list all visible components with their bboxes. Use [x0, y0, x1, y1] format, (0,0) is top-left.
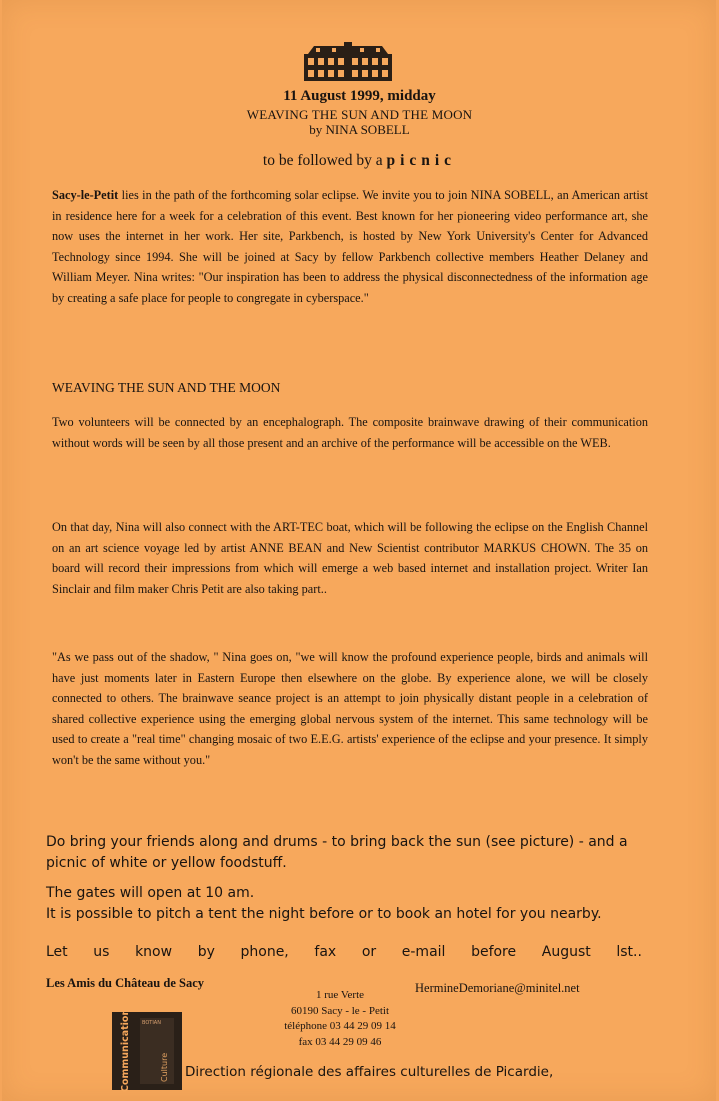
- word: by: [197, 944, 215, 960]
- organisation-name: Les Amis du Château de Sacy: [46, 976, 205, 990]
- stamp-small-text: BOTIAN: [142, 1020, 161, 1026]
- followed-by-line: [0, 152, 719, 170]
- event-byline: by NINA SOBELL: [309, 122, 410, 137]
- word: us: [93, 944, 110, 960]
- followed-prefix: to be followed by a: [262, 152, 383, 169]
- word: August: [541, 944, 591, 960]
- quote-paragraph: "As we pass out of the shadow, " Nina goes on, "we will know the profound experience people, birds and animals will have just moments later in Eastern Europe then elsewhere on the globe. By experience alone, we will be closely connected to others. The brainwave seance project is an attempt to join physically distant people in a celebration of shared collective experience using the emerging global nervous system of the internet. This same technology will be used to create a "real time" changing mosaic of two E.E.G. artists' experience of the eclipse and your presence. It simply won't be the same without you.": [52, 650, 648, 767]
- stamp-text-culture: Culture: [160, 1052, 169, 1082]
- gates-paragraph: [46, 883, 656, 925]
- word: phone,: [240, 944, 289, 960]
- intro-text: lies in the path of the forthcoming solar eclipse. We invite you to join NINA SOBELL, an American artist in residence here for a week for a celebration of this event. Best known for her pioneering video performance art, she now uses the internet in her work. Her site, Parkbench, is hosted by New York University's Center for Advanced Technology since 1994. She will be joined at Sacy by fellow Parkbench collective members Heather Delaney and William Meyer. Nina writes: "Our inspiration has been to address the physical disconnectedness of the information age by creating a safe place for people to congregate in cyberspace.": [52, 188, 648, 305]
- picnic-word: picnic: [386, 152, 457, 169]
- address-line: 1 rue Verte: [315, 989, 365, 1001]
- culture-communication-logo: [112, 1008, 182, 1092]
- address-line: fax 03 44 29 09 46: [298, 1035, 382, 1048]
- intro-lead: Sacy-le-Petit: [52, 188, 119, 202]
- word: fax: [314, 944, 337, 960]
- volunteers-paragraph: Two volunteers will be connected by an encephalograph. The composite brainwave drawing of their communication without words will be seen by all those present and an archive of the performance will be accessible on the WEB.: [52, 415, 648, 450]
- contact-email[interactable]: HermineDemoriane@minitel.net: [415, 981, 580, 995]
- chateau-logo: [302, 42, 394, 82]
- postal-address: [250, 988, 430, 1050]
- gates-line-1: The gates will open at 10 am.: [46, 885, 255, 901]
- gates-line-2: It is possible to pitch a tent the night before or to book an hotel for you nearby.: [46, 906, 602, 922]
- event-date: 11 August 1999, midday: [283, 88, 436, 104]
- bring-line-2: picnic of white or yellow foodstuff.: [46, 855, 287, 871]
- let-us-know-line: [46, 944, 642, 960]
- word: or: [361, 944, 377, 960]
- word: lst..: [616, 944, 642, 960]
- word: Let: [46, 944, 68, 960]
- address-line: téléphone 03 44 29 09 14: [284, 1020, 396, 1032]
- intro-paragraph: [52, 185, 648, 309]
- bring-line-1: Do bring your friends along and drums - to bring back the sun (see picture) - and a: [46, 834, 628, 850]
- word: before: [471, 944, 517, 960]
- drac-picardie-credit: Direction régionale des affaires culturelles de Picardie,: [185, 1064, 554, 1080]
- event-title: WEAVING THE SUN AND THE MOON: [246, 107, 473, 122]
- bring-paragraph: [46, 832, 656, 874]
- arttec-paragraph: On that day, Nina will also connect with the ART-TEC boat, which will be following the eclipse on the English Channel on an art science voyage led by artist ANNE BEAN and New Scientist contributor MARKUS CHOWN. The 35 on board will record their impressions from which will emerge a web based internet and installation project. Writer Ian Sinclair and film maker Chris Petit are also taking part..: [52, 520, 648, 596]
- address-line: 60190 Sacy - le - Petit: [290, 1004, 390, 1017]
- word: know: [135, 944, 173, 960]
- word: e-mail: [401, 944, 446, 960]
- section-heading: WEAVING THE SUN AND THE MOON: [52, 380, 281, 395]
- stamp-text: Communication: [120, 1008, 131, 1092]
